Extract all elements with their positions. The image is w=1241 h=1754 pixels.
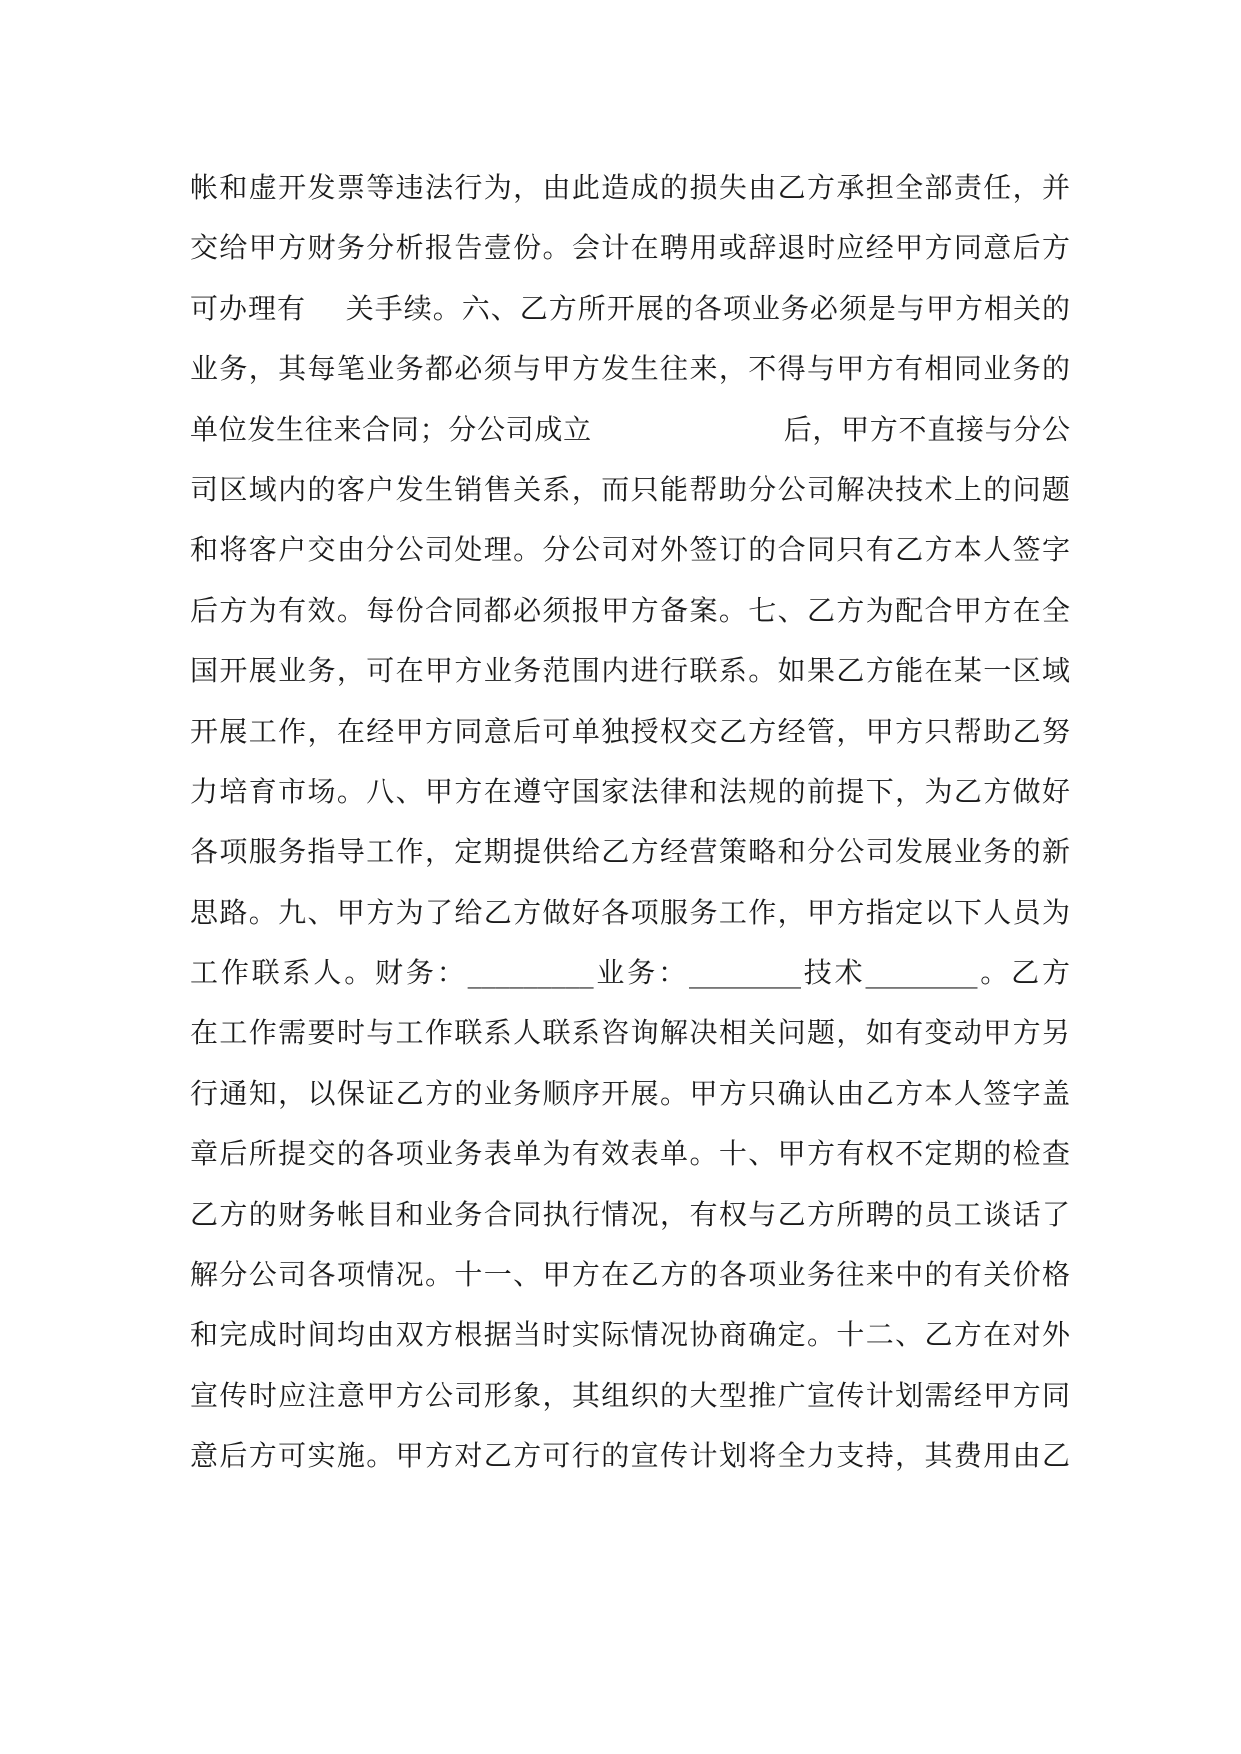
text-line-2: 交给甲方财务分析报告壹份。会计在聘用或辞退时应经甲方同意后方 (190, 231, 1070, 265)
text-line-18: 乙方的财务帐目和业务合同执行情况，有权与乙方所聘的员工谈话了 (190, 1197, 1070, 1231)
text-line-22: 意后方可实施。甲方对乙方可行的宣传计划将全力支持，其费用由乙 (190, 1439, 1070, 1473)
text-line-3: 可办理有 关手续。六、乙方所开展的各项业务必须是与甲方相关的 (190, 291, 1070, 325)
text-line-11: 力培育市场。八、甲方在遵守国家法律和法规的前提下，为乙方做好 (190, 774, 1070, 808)
text-line-6: 司区域内的客户发生销售关系，而只能帮助分公司解决技术上的问题 (190, 472, 1070, 506)
text-line-9: 国开展业务，可在甲方业务范围内进行联系。如果乙方能在某一区域 (190, 654, 1070, 688)
contract-body-text (190, 158, 1070, 1487)
text-line-4: 业务，其每笔业务都必须与甲方发生往来，不得与甲方有相同业务的 (190, 352, 1070, 386)
text-line-14: 工作联系人。财务：_________业务：________技术________。乙方 (190, 956, 1070, 990)
text-line-19: 解分公司各项情况。十一、甲方在乙方的各项业务往来中的有关价格 (190, 1258, 1070, 1292)
text-line-7: 和将客户交由分公司处理。分公司对外签订的合同只有乙方本人签字 (190, 533, 1070, 567)
text-line-5: 单位发生往来合同；分公司成立 后，甲方不直接与分公 (190, 412, 1070, 446)
text-line-16: 行通知，以保证乙方的业务顺序开展。甲方只确认由乙方本人签字盖 (190, 1076, 1070, 1110)
text-line-17: 章后所提交的各项业务表单为有效表单。十、甲方有权不定期的检查 (190, 1137, 1070, 1171)
text-line-21: 宣传时应注意甲方公司形象，其组织的大型推广宣传计划需经甲方同 (190, 1378, 1070, 1412)
text-line-12: 各项服务指导工作，定期提供给乙方经营策略和分公司发展业务的新 (190, 835, 1070, 869)
text-line-1: 帐和虚开发票等违法行为，由此造成的损失由乙方承担全部责任，并 (190, 171, 1070, 204)
text-line-8: 后方为有效。每份合同都必须报甲方备案。七、乙方为配合甲方在全 (190, 593, 1070, 627)
text-line-20: 和完成时间均由双方根据当时实际情况协商确定。十二、乙方在对外 (190, 1318, 1070, 1352)
text-line-10: 开展工作，在经甲方同意后可单独授权交乙方经管，甲方只帮助乙努 (190, 714, 1070, 748)
text-line-13: 思路。九、甲方为了给乙方做好各项服务工作，甲方指定以下人员为 (190, 895, 1070, 929)
text-line-15: 在工作需要时与工作联系人联系咨询解决相关问题，如有变动甲方另 (190, 1016, 1070, 1050)
